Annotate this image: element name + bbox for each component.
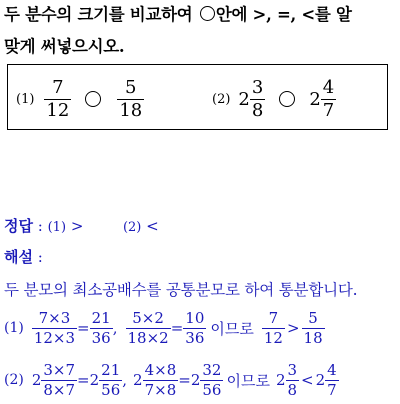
answer-1-value: > <box>70 217 84 235</box>
solution-2-compare-a: $\frac{3}{8}$ <box>287 360 298 399</box>
solution-2-label: (2) <box>4 372 24 388</box>
answer-2-value: < <box>146 217 159 235</box>
solution-1-result-a: $\frac{21}{36}$ <box>91 308 111 347</box>
solution-1-therefore: 이므로 <box>210 319 254 338</box>
solution-1-expr-a: $\frac{7\times 3}{12\times 3}$ <box>33 308 76 347</box>
answer-line: 정답 : (1) > (2) < <box>4 217 159 235</box>
solution-1-label: (1) <box>4 320 24 336</box>
solution-2: (2) 2 $\frac{3\times 7}{8\times 7}$ = 2 $\frac{21}{56}$ , 2 $\frac{4\times 8}{7\times 8}$ = 2 $\frac{32}{56}$ 이므로 2 $\frac{3}{8}$ < 2 $\frac{4}{7}$ <box>4 360 337 399</box>
problem-2-label: (2) <box>212 91 231 107</box>
problem-1 <box>16 78 144 120</box>
problem-2 <box>212 78 336 120</box>
question-text-post: 안에 >, =, <를 알 <box>215 5 352 24</box>
solution-2-result-a: $\frac{21}{56}$ <box>101 360 121 399</box>
solution-1-result-b: $\frac{10}{36}$ <box>185 308 205 347</box>
problem-1-fraction-a: $\frac{7}{12}$ <box>46 76 70 121</box>
solution-2-therefore: 이므로 <box>226 371 270 390</box>
answer-circle-2[interactable] <box>279 91 295 107</box>
blank-circle-icon <box>200 6 215 21</box>
explanation-label: 해설 <box>4 248 33 266</box>
explanation-intro: 두 분모의 최소공배수를 공통분모로 하여 통분합니다. <box>4 281 358 299</box>
question-text-pre: 두 분수의 크기를 비교하여 <box>4 5 193 24</box>
solution-1-compare-b: $\frac{5}{18}$ <box>303 308 323 347</box>
question-line-2: 맞게 써넣으시오. <box>4 37 125 56</box>
solution-2-compare-b: $\frac{4}{7}$ <box>327 360 337 399</box>
solution-2-expr-b: $\frac{4\times 8}{7\times 8}$ <box>144 360 177 399</box>
solution-2-result-b: $\frac{32}{56}$ <box>202 360 222 399</box>
explanation-header: 해설 : <box>4 248 43 266</box>
answer-1-label: (1) <box>47 220 67 235</box>
solution-2-relation: < <box>301 371 314 389</box>
solution-1-expr-b: $\frac{5\times 2}{18\times 2}$ <box>127 308 169 347</box>
problem-2-fraction-b: $\frac{4}{7}$ <box>322 76 335 121</box>
solution-1-compare-a: $\frac{7}{12}$ <box>263 308 283 347</box>
solution-2-expr-a: $\frac{3\times 7}{8\times 7}$ <box>43 360 76 399</box>
solution-1-relation: > <box>286 319 300 337</box>
answer-2-label: (2) <box>122 220 142 235</box>
answer-label: 정답 <box>4 217 33 235</box>
problem-2-fraction-a: $\frac{3}{8}$ <box>251 76 264 121</box>
problem-2-whole-b: 2 <box>309 88 321 110</box>
problem-2-whole-a: 2 <box>238 88 250 110</box>
problem-1-fraction-b: $\frac{5}{18}$ <box>119 76 143 121</box>
question-line-1 <box>4 4 352 26</box>
solution-1: (1) $\frac{7\times 3}{12\times 3}$ = $\frac{21}{36}$ , $\frac{5\times 2}{18\times 2}$ = $\frac{10}{36}$ 이므로 $\frac{7}{12}$ > $\frac{5}{18}$ <box>4 308 323 347</box>
answer-circle-1[interactable] <box>85 91 101 107</box>
problem-1-label: (1) <box>16 91 35 107</box>
